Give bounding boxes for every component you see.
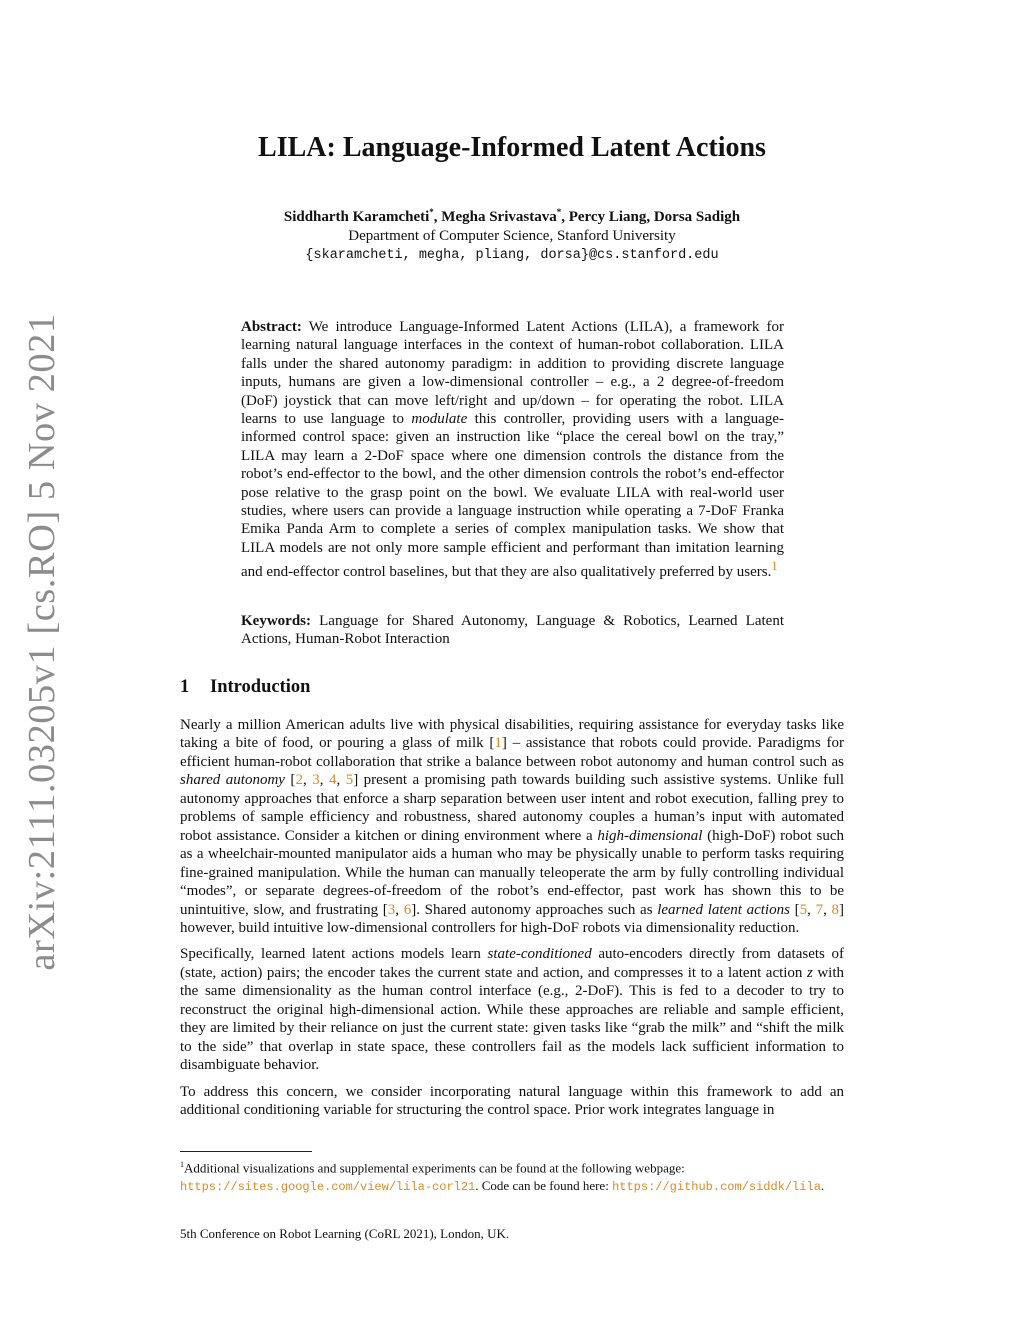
footnote-divider [180,1151,312,1152]
footnote-text: Additional visualizations and supplemental experiments can be found at the following webpage: [184,1160,685,1176]
citation-link[interactable]: 6 [403,901,412,918]
keywords-label: Keywords: [241,613,311,629]
citation-link[interactable]: 2 [295,772,303,789]
author-1: Siddharth Karamcheti [283,209,430,225]
author-emails: {skaramcheti, megha, pliang, dorsa}@cs.stanford.edu [305,248,719,263]
citation-link[interactable]: 8 [831,901,840,918]
citation-link[interactable]: 5 [345,772,354,789]
footnote-link[interactable]: 1 [771,559,778,574]
footnote [180,1156,844,1196]
footnote-text: . Code can be found here: [475,1177,613,1193]
affiliation: Department of Computer Science, Stanford University [348,228,676,244]
abstract-emphasis: modulate [411,411,468,428]
abstract-text: We introduce Language-Informed Latent Actions (LILA), a framework for learning natural language interfaces in the context of human-robot collaboration. LILA falls under the shared autonomy paradigm: in addition to providing discrete language inputs, humans are given a low-dimensional controller – e.g., a 2 degree-of-freedom (DoF) joystick that can move left/right and up/down – for operating the robot. LILA learns to use language to [241,319,784,428]
text: with the same dimensionality as the human control interface (e.g., 2-DoF). This is fed to a decoder to try to reconstruct the original high-dimensional action. While these approaches are reliable and sample efficient, they are limited by their reliance on just the current state: given tasks like “grab the milk” and “shift the milk to the side” that overlap in state space, these controllers fail as the models lack sufficient information to disambiguate behavior. [180,964,844,1074]
other-authors: , Percy Liang, Dorsa Sadigh [561,209,741,225]
text: ] present a promising path towards building such assistive systems. Unlike full autonomy approaches that enforce a sharp separation between user intent and robot execution, falling prey to problems of sample efficiency and robustness, shared autonomy couples a human’s input with automated robot assistance. Consider a kitchen or dining environment where a [180,772,845,844]
paper-title: LILA: Language-Informed Latent Actions [258,132,766,163]
citation-link[interactable]: 3 [387,901,396,918]
equal-contribution-mark: * [556,207,562,217]
math-variable: z [806,964,813,981]
abstract [241,318,784,582]
text: To address this concern, we consider incorporating natural language within this framework to add an additional conditioning variable for structuring the control space. Prior work integrates language in [180,1083,844,1119]
text: Specifically, learned latent actions models learn [180,946,488,963]
venue-note: 5th Conference on Robot Learning (CoRL 2021), London, UK. [180,1226,510,1241]
code-link[interactable]: https://github.com/siddk/lila [612,1179,821,1194]
paragraph: Nearly a million American adults live with physical disabilities, requiring assistance for everyday tasks like taking a bite of food, or pouring a glass of milk [1] – assistance that robots could provide. Paradigms for efficient human-robot collaboration that strike a balance between robot autonomy and human control such as shared autonomy [2, 3, 4, 5] present a promising path towards building such assistive systems. Unlike full autonomy approaches that enforce a sharp separation between user intent and robot execution, falling prey to problems of sample efficiency and robustness, shared autonomy couples a human’s input with automated robot assistance. Consider a kitchen or dining environment where a high-dimensional (high-DoF) robot such as a wheelchair-mounted manipulator aids a human who may be physically unable to perform tasks requiring fine-grained manipulation. While the human can manually teleoperate the arm by fully controlling individual “modes”, or separate degrees-of-freedom of the robot’s end-effector, past work has shown this to be unintuitive, slow, and frustrating [3, 6]. Shared autonomy approaches such as learned latent actions [5, 7, 8] however, build intuitive low-dimensional controllers for high-DoF robots via dimensionality reduction. [180,717,845,936]
abstract-label: Abstract: [241,319,302,335]
paragraph [180,1083,844,1120]
keywords-text: Language for Shared Autonomy, Language & Robotics, Learned Latent Actions, Human-Robot Interaction [241,613,784,648]
keywords [241,612,784,649]
author-names: Siddharth Karamcheti*, Megha Srivastava*, Percy Liang, Dorsa Sadigh [283,207,741,225]
paragraph [180,945,844,1074]
section-number: 1 [180,677,190,697]
author-2: Megha Srivastava [441,209,557,225]
author-block [0,203,1024,265]
text: auto-encoders directly from datasets of (state, action) pairs; the encoder takes the current state and action, and compresses it to a latent action [180,946,845,981]
text: [ [284,772,296,789]
citation-link[interactable]: 5 [799,901,808,918]
section-heading [180,677,310,698]
equal-contribution-mark: * [429,207,434,217]
citation-link[interactable]: 1 [494,735,502,752]
footnote-text: . [820,1177,825,1193]
webpage-link[interactable]: https://sites.google.com/view/lila-corl21 [180,1179,476,1194]
emphasis: state-conditioned [487,946,592,963]
abstract-text: this controller, providing users with a language-informed control space: given an instruction like “place the cereal bowl on the tray,” LILA may learn a 2-DoF space where one dimension controls the distance from the robot’s end-effector to the bowl, and the other dimension controls the robot’s end-effector pose relative to the grasp point on the bowl. We evaluate LILA with real-world user studies, where users can provide a language instruction while operating a 7-DoF Franka Emika Panda Arm to complete a series of complex manipulation tasks. We show that LILA models are not only more sample efficient and performant than imitation learning and end-effector control baselines, but that they are also qualitatively preferred by users. [241,411,784,581]
citation-link[interactable]: 7 [815,901,824,918]
body-text [180,716,844,1128]
citation-link[interactable]: 4 [328,772,337,789]
emphasis: high-dimensional [597,827,703,844]
footnote-mark: 1 [180,1160,184,1169]
text: Nearly a million American adults live with physical disabilities, requiring assistance for everyday tasks like taking a bite of food, or pouring a glass of milk [ [180,717,844,752]
arxiv-id-text: arXiv:2111.03205v1 [cs.RO] 5 Nov 2021 [21,313,63,971]
emphasis: learned latent actions [657,901,790,918]
emphasis: shared autonomy [180,772,285,789]
text: [ [789,901,800,918]
text: (high-DoF) robot such as a wheelchair-mounted manipulator aids a human who may be physically unable to perform tasks requiring fine-grained manipulation. While the human can manually teleoperate the arm by fully controlling individual “modes”, or separate degrees-of-freedom of the robot’s end-effector, past work has shown this to be unintuitive, slow, and frustrating [ [180,827,844,918]
text: ] – assistance that robots could provide. Paradigms for efficient human-robot collaboration that strike a balance between robot autonomy and human control such as [180,735,844,770]
section-title: Introduction [210,677,311,697]
citation-link[interactable]: 3 [312,772,320,789]
text: ]. Shared autonomy approaches such as [411,901,658,918]
text: ] however, build intuitive low-dimensional controllers for high-DoF robots via dimensionality reduction. [180,901,845,936]
